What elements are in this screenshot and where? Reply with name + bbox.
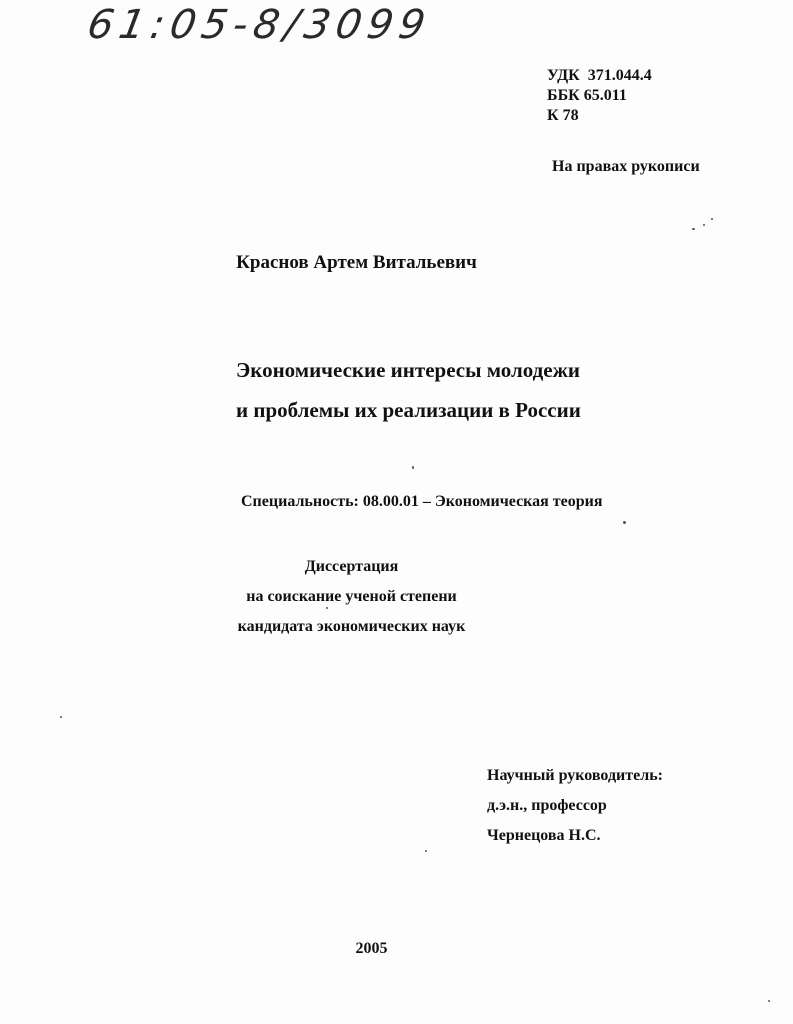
scan-speck <box>425 850 427 852</box>
title-line-2: и проблемы их реализации в России <box>236 398 581 422</box>
handwritten-archive-number: 61:05-8/3099 <box>83 2 435 48</box>
scan-speck <box>326 607 328 609</box>
classification-codes <box>547 66 652 126</box>
dissertation-line-3: кандидата экономических наук <box>237 618 466 635</box>
bbk-code: ББК 65.011 <box>547 87 627 104</box>
specialty: Специальность: 08.00.01 – Экономическая теория <box>241 493 603 510</box>
udk-code: УДК 371.044.4 <box>547 67 652 84</box>
rights-note: На правах рукописи <box>552 158 700 175</box>
dissertation-line-2: на соискание ученой степени <box>246 588 457 605</box>
scan-speck <box>711 218 713 220</box>
scan-speck <box>623 521 626 524</box>
supervisor-label: Научный руководитель: <box>487 767 663 784</box>
scan-speck <box>412 466 414 469</box>
dissertation-title <box>236 350 581 430</box>
scan-speck <box>60 716 62 718</box>
supervisor-block <box>487 761 663 851</box>
scan-speck <box>703 224 705 226</box>
dissertation-line-1: Диссертация <box>304 558 399 575</box>
supervisor-name: Чернецова Н.С. <box>487 827 601 844</box>
author-mark: К 78 <box>547 107 579 124</box>
scan-speck <box>692 228 695 230</box>
title-line-1: Экономические интересы молодежи <box>236 358 580 382</box>
dissertation-statement <box>0 552 793 642</box>
scan-speck <box>768 1000 770 1002</box>
supervisor-degree: д.э.н., профессор <box>487 797 607 814</box>
year: 2005 <box>355 940 388 957</box>
author-name: Краснов Артем Витальевич <box>236 252 477 273</box>
